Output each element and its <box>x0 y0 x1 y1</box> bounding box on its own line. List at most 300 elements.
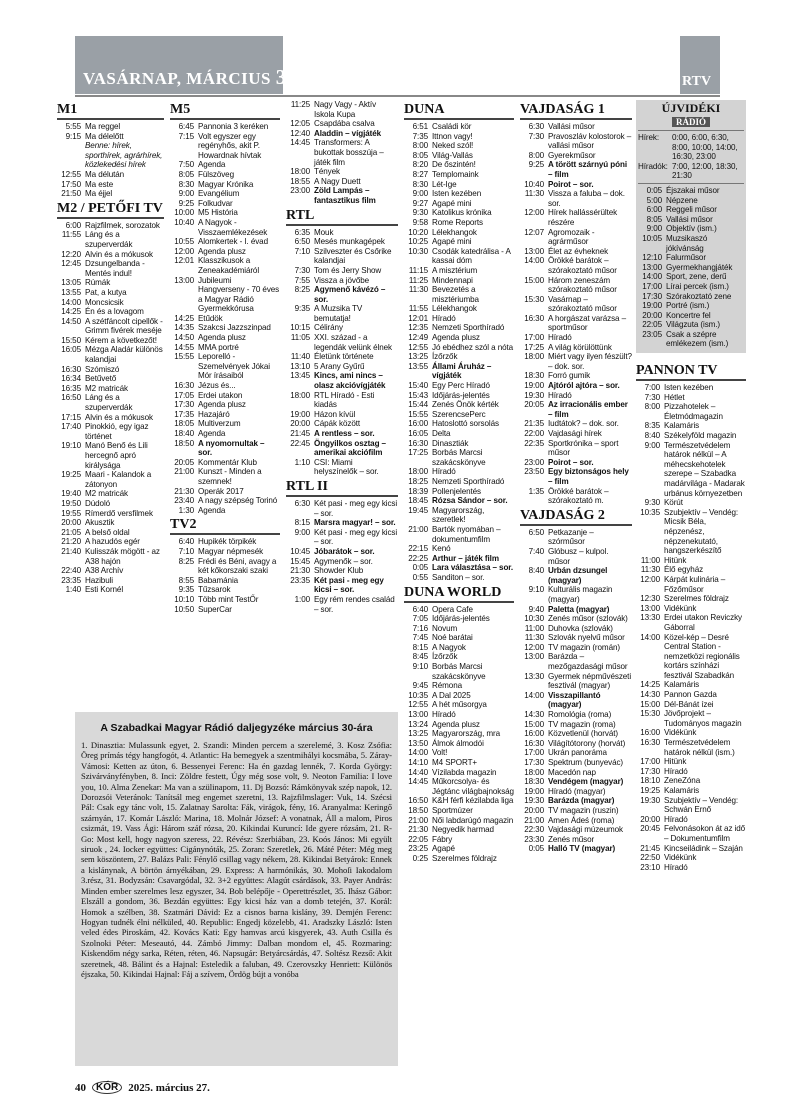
program-title: Agenda plusz <box>432 333 480 343</box>
program-row <box>520 605 632 615</box>
program-title: XXI. század - a legendák velünk élnek <box>314 333 392 352</box>
program-title: Alvin és a mókusok <box>85 412 153 422</box>
program-row <box>404 132 514 142</box>
program-time: 23:00 <box>524 457 544 467</box>
program-row <box>286 429 398 439</box>
program-row <box>636 700 746 710</box>
program-time: 22:40 <box>61 566 81 576</box>
program-row <box>638 282 744 292</box>
program-row <box>636 738 746 757</box>
program-time: 10:10 <box>174 594 194 604</box>
program-row <box>404 343 514 353</box>
program-row <box>520 796 632 806</box>
program-time: 12:00 <box>524 208 544 218</box>
program-time: 9:40 <box>528 604 544 614</box>
program-time: 18:10 <box>640 776 660 786</box>
program-row <box>636 431 746 441</box>
program-title: Két pasi - meg egy kicsi – sor. <box>314 498 398 518</box>
program-row <box>57 189 164 199</box>
program-time: 11:55 <box>408 304 428 314</box>
program-time: 22:05 <box>408 834 428 844</box>
program-row <box>404 362 514 381</box>
program-time: Hírek: <box>638 133 659 142</box>
program-time: 20:00 <box>642 310 662 320</box>
program-title: Vajdasági hírek <box>548 429 602 438</box>
program-title: Csak a szépre emlékezem (ism.) <box>666 329 729 349</box>
program-title: Ma éjjel <box>85 189 113 199</box>
program-time: 14:00 <box>642 272 662 282</box>
program-row <box>57 250 164 260</box>
program-row <box>636 776 746 786</box>
program-title: A világ körülöttünk <box>548 342 612 352</box>
program-row <box>170 506 280 516</box>
program-row <box>404 700 514 710</box>
program-row <box>404 170 514 180</box>
program-title: Természetvédelem határok nélkül (ism.) <box>664 738 735 757</box>
program-time: 16:50 <box>408 796 428 806</box>
program-row <box>170 218 280 237</box>
program-time: 20:00 <box>524 805 544 815</box>
program-time: 8:30 <box>412 179 428 189</box>
program-time: 11:30 <box>524 633 544 643</box>
program-title: Hitünk <box>664 555 687 565</box>
program-time: 15:50 <box>61 335 81 345</box>
program-row <box>520 189 632 208</box>
program-time: 6:30 <box>528 122 544 131</box>
program-row <box>520 458 632 468</box>
program-row <box>520 672 632 691</box>
program-title: Közvetlenül (horvát) <box>548 729 618 739</box>
program-row <box>404 160 514 170</box>
program-title: A Nagy Duett <box>314 176 361 186</box>
program-time: 8:15 <box>294 518 310 528</box>
program-title: Házon kívül <box>314 409 356 419</box>
program-time: 10:55 <box>174 237 194 247</box>
program-row <box>636 508 746 556</box>
program-row <box>404 266 514 276</box>
program-time: 14:25 <box>640 680 660 690</box>
program-time: 22:45 <box>290 438 310 448</box>
program-time: 1:35 <box>528 486 544 496</box>
program-row <box>520 122 632 132</box>
program-title: A Dal 2025 <box>432 690 471 700</box>
program-row <box>636 844 746 854</box>
program-title: Lírai percek (ism.) <box>666 281 729 291</box>
program-title: RTL Híradó - Esti kiadás <box>314 390 375 410</box>
divider <box>638 183 744 184</box>
program-row <box>520 547 632 566</box>
logo-top: ÚJVIDÉKI <box>661 101 721 115</box>
program-row <box>404 652 514 662</box>
program-title: Fábry <box>432 834 453 844</box>
program-row <box>57 413 164 423</box>
program-time: 8:55 <box>178 575 194 585</box>
program-time: 16:30 <box>61 364 81 374</box>
program-row <box>520 381 632 391</box>
program-time: 21:40 <box>61 546 81 556</box>
program-time: 10:50 <box>174 604 194 614</box>
program-time: 15:43 <box>408 390 428 400</box>
program-time: 14:45 <box>290 138 310 148</box>
program-row <box>404 218 514 228</box>
program-time: 9:25 <box>178 198 194 208</box>
program-row <box>286 518 398 528</box>
program-row <box>170 160 280 170</box>
program-row <box>170 237 280 247</box>
program-title: Sportkrónika – sport műsor <box>548 438 619 458</box>
program-time <box>57 141 85 170</box>
program-time: 20:05 <box>524 400 544 410</box>
program-title: Ajtóról ajtóra – sor. <box>548 381 620 391</box>
program-title: CSI: Miami helyszínelők – sor. <box>314 457 379 477</box>
program-time: 14:40 <box>408 767 428 777</box>
program-time: 8:05 <box>646 214 662 224</box>
program-title: Szilveszter és Csőrike kalandjai <box>314 246 392 266</box>
column-4 <box>404 100 514 864</box>
program-time: 11:30 <box>408 285 428 295</box>
program-row <box>520 825 632 835</box>
program-time: 15:40 <box>408 381 428 391</box>
program-title: Muzsikaszó jókívánság <box>666 233 708 253</box>
program-title: Sportmúzer <box>432 805 473 815</box>
program-title: Sport, zene, derű <box>666 272 727 282</box>
program-title: Láng és a szuperverdák <box>85 230 133 249</box>
program-time: 19:00 <box>524 381 544 391</box>
program-time: 8:00 <box>644 402 660 412</box>
program-row <box>286 100 398 119</box>
program-time: 16:34 <box>61 374 81 384</box>
program-title: Agymenő kávézó – sor. <box>314 285 386 304</box>
program-row <box>170 333 280 343</box>
issue-date: 2025. március 27. <box>128 1081 210 1094</box>
program-title: A Nagyok <box>432 642 466 652</box>
program-time: 11:30 <box>640 565 660 575</box>
program-time: 13:05 <box>61 278 81 288</box>
program-time: 13:25 <box>408 729 428 739</box>
radio-playlist-text: 1. Dinasztia: Mulassunk egyet, 2. Szandi: Minden percem a szerelemé, 3. Kosz Zsófia: Öreg prímás tégy hangfogót, 4. Atlantic: Ha bemegyek a szentmihályi kocsmába, 5. Záray-Vámosi: Ketten az úton, 6. Bessenyei Ferenc: Ha én gazdag lennék, 7. Korda György: Szivárványfényben, 8. Inci: Zöldre festett, Úgy még sose volt, 9. Neoton Familia: I love you, 10. Alma Zenekar: Ma van a szülinapom, 11. Dj Bozsó: Rámkönyvak szép napok, 12. Dorozsói Veteránok: Tanítsál meg engemet szeretni, 13. Rajzfilmslager: Vuk, 14. Szécsi Pál: Csak egy tánc volt, 15. Zalatnay Sarolta: Fák, virágok, fény, 16. Aranyalma: Keringő szárnyán, 17. Komár László: Marina, 18. Molnár József: A vonatnak, Áll a malom, Piros csizmát, 19. Vass Ági: Három száf rózsa, 20. Kikindai Kuruncí: Ide gyere rózsám, 21. R-Go: Most kell, hogy nagyon szeress, 22. Révész: Szerbiában, 23. Koós János: Mi egyült siruok , 24. Iocker együttes: Cigánynóták, 25. Zoran: Szeretlek, 26. Máté Péter: Még meg sem köszöntem, 27. Balázs Pali: Fénylő csillag vagy nékem, 28. Kikindai Betyárok: Ennek a kislánynak, A börtön árnyékában, 29. Express: A harmónikás, 30. Mohoſi Iakodalom 3.rész, 31. Bodyzsán: Csavargódal, 32. 3+2 együttes: Alagút csárdások, 33. Payer András: Minden ember szerelmes lesz egyszer, 34. Bob belépője - Operettrészlet, 35. Ihász Gábor: Elszáll a gondom, 36. Bezdán együttes: Egy kicsi ház van a domb tetején, 37. Korál: Homok a szélben, 38. Szatmári Dávid: Ez a cisnos barna kislány, 39. Demjén Ferenc: Hogyan tudnék élni nélküled, 40. Republic: Engedj közelebb, 41. Aradszky László: Isten veled édes Piroskám, 42. Kovács Kati: Egy hamvas arcú kisgyerek, 43. Auth Csilla és Szolnoki Péter: Meseautó, 44. Zámbó Jimmy: Dalban mondom el, 45. Rozmaring: Kiskendőm négy sarka, Réten, réten, 46. Napsugár: Betyárcsárdás, 47. Soltész Rezső: Akit szeretnek, 48. Bálint és a Hajnal: Esteledik a faluban, 49. Czerovszky Henriett: Különös éjszaka, 50. Kikindai Hajnal: Fáj a szívem, Ördög bújt a vonóba <box>81 740 392 979</box>
program-row <box>404 729 514 739</box>
program-title: Betűvető <box>85 374 117 384</box>
program-time: 7:15 <box>178 131 194 141</box>
program-time: 6:40 <box>412 604 428 614</box>
program-title: Frédi és Béni, avagy a két kőkorszaki szaki <box>198 556 277 576</box>
program-title: Vallási műsor <box>548 122 595 131</box>
program-title: Manó Benő és Lili hercegnő apró királysága <box>85 441 148 470</box>
program-time: 12:01 <box>408 313 428 323</box>
program-row <box>57 170 164 180</box>
program-title: Benne: hírek, sporthírek, agrárhírek, közlekedési hírek <box>85 141 163 170</box>
program-row <box>170 247 280 257</box>
program-time: 17:30 <box>524 758 544 767</box>
program-title: Duhovka (szlovák) <box>548 623 613 633</box>
program-row <box>638 301 744 311</box>
program-title: Reggeli műsor <box>666 205 717 215</box>
program-title: Egy Perc Híradó <box>432 381 490 391</box>
program-time: 7:10 <box>178 546 194 556</box>
program-title: Moncsicsik <box>85 297 124 307</box>
program-title: Vendégem (magyar) <box>548 777 624 787</box>
program-title: Műkorcsolya- és Jégtánc világbajnokság <box>432 777 514 796</box>
program-row <box>636 498 746 508</box>
program-row <box>170 547 280 557</box>
program-time: 13:45 <box>290 371 310 381</box>
program-time: 16:00 <box>524 729 544 739</box>
program-time: 6:30 <box>294 498 310 508</box>
program-row <box>636 757 746 767</box>
program-row <box>286 439 398 458</box>
program-row <box>170 122 280 132</box>
program-row <box>57 132 164 142</box>
program-row <box>170 323 280 333</box>
program-time: 17:50 <box>61 179 81 189</box>
program-title: M2 matricák <box>85 383 128 393</box>
program-title: Agapé mini <box>432 198 472 208</box>
program-title: Aladdin – vígjáték <box>314 128 382 138</box>
program-time: 19:00 <box>524 786 544 796</box>
program-time: 18:40 <box>174 429 194 438</box>
program-time: 15:00 <box>640 699 660 709</box>
program-time: 23:00 <box>290 186 310 196</box>
program-time: 14:30 <box>524 710 544 720</box>
column-3 <box>286 100 398 614</box>
column-6 <box>636 100 746 872</box>
program-row <box>170 170 280 180</box>
program-time: 14:25 <box>174 313 194 323</box>
program-row <box>286 528 398 547</box>
program-row <box>636 767 746 777</box>
program-time: 11:00 <box>524 623 544 633</box>
program-row <box>638 320 744 330</box>
program-row <box>404 439 514 449</box>
program-row <box>286 138 398 167</box>
program-title: Szubjektív – Vendég: Micsik Béla, népzenész, népzenekutató, hangszerkészítő <box>664 507 739 556</box>
program-title: Templomaink <box>432 169 479 179</box>
program-row <box>520 787 632 797</box>
program-row <box>636 824 746 843</box>
program-title: Cápák között <box>314 419 361 429</box>
program-title: Két pasi - meg egy kicsi – sor. <box>314 527 398 547</box>
program-time: 23:40 <box>174 496 194 506</box>
program-title: Dúdoló <box>85 498 111 508</box>
program-title: Rémona <box>432 681 462 691</box>
program-title: TV magazin (román) <box>548 642 620 652</box>
program-time: 21:20 <box>61 537 81 547</box>
program-row <box>170 132 280 161</box>
page-title: VASÁRNAP, MÁRCIUS 30. <box>83 65 304 89</box>
program-title: Sanditon – sor. <box>432 572 485 582</box>
program-title: Időjárás-jelentés <box>432 390 490 400</box>
program-title: Rózsa Sándor – sor. <box>432 496 508 506</box>
program-row <box>170 576 280 586</box>
program-title: A nyomornultak – sor. <box>198 438 265 458</box>
program-title: Hupikék törpikék <box>198 537 257 547</box>
program-time: 16:05 <box>408 429 428 438</box>
program-title: Egy biztonságos hely – film <box>548 467 629 486</box>
program-title: M5 História <box>198 208 238 218</box>
program-row <box>404 796 514 806</box>
program-title: SuperCar <box>198 604 232 614</box>
program-row <box>404 467 514 477</box>
program-time: 15:00 <box>524 275 544 285</box>
program-title: Bartók nyomában – dokumentumfilm <box>432 524 501 544</box>
program-time: 14:45 <box>408 777 428 787</box>
program-row <box>520 467 632 486</box>
program-title: Portré (ism.) <box>666 301 710 311</box>
program-row <box>170 208 280 218</box>
program-row <box>520 439 632 458</box>
program-row <box>57 528 164 538</box>
program-time: 13:24 <box>408 719 428 729</box>
header-banner <box>75 36 304 94</box>
program-time: 10:20 <box>408 227 428 237</box>
program-title: Lélekhangok <box>432 304 477 314</box>
program-time: 7:45 <box>412 633 428 643</box>
program-time: 12:49 <box>408 333 428 343</box>
program-row <box>520 624 632 634</box>
program-title: Jubileumi Hangverseny - 70 éves a Magyar Rádió Gyermekkórusa <box>198 275 280 314</box>
program-time: 5:00 <box>646 195 662 205</box>
column-5 <box>520 100 632 854</box>
program-row <box>286 304 398 323</box>
program-title: Vidékünk <box>664 603 697 613</box>
program-title: Isten kezében <box>432 189 482 199</box>
program-time: 19:25 <box>640 786 660 795</box>
program-title: MMA portré <box>198 342 239 352</box>
program-time: 12:40 <box>290 128 310 138</box>
program-title: Kincseiládink – Szaján <box>664 843 743 853</box>
program-title: Híradó <box>432 313 456 323</box>
program-title: Közel-kép – Desré Central Station - nemzetközi regionális kortárs színházi fesztivál Szabadkán <box>664 632 740 680</box>
program-title: Lara választása – sor. <box>432 563 514 573</box>
program-row <box>286 595 398 614</box>
program-time: 21:30 <box>408 825 428 835</box>
program-title: Katolikus krónika <box>432 208 492 218</box>
program-title: Opera Cafe <box>432 604 473 614</box>
program-time: 6:00 <box>65 220 81 230</box>
program-time: 10:30 <box>408 246 428 256</box>
program-row <box>636 633 746 681</box>
program-title: Kulturális magazin (magyar) <box>548 585 613 604</box>
program-title: Negyedik harmad <box>432 825 494 835</box>
program-time: 12:00 <box>524 642 544 652</box>
program-title: Szubjektív – Vendég: Schwán Ernő <box>664 795 739 815</box>
program-title: Szerelmes földrajz <box>664 594 729 604</box>
program-time: 16:00 <box>408 419 428 429</box>
program-title: Pinokkió, egy igaz történet <box>85 422 149 441</box>
program-row <box>404 720 514 730</box>
program-time: 13:00 <box>642 262 662 272</box>
program-title: Vidékünk <box>664 728 697 738</box>
program-title: Iudtátok? – dok. sor. <box>548 419 619 429</box>
program-row <box>520 806 632 816</box>
program-title: Vallási műsor <box>666 214 713 224</box>
program-row <box>520 816 632 826</box>
program-title: Noé barátai <box>432 633 473 643</box>
program-time: 9:00 <box>294 527 310 537</box>
program-time: 17:00 <box>524 333 544 343</box>
program-title: Barázda (magyar) <box>548 796 615 806</box>
program-title: A hét műsorgya <box>432 700 487 710</box>
program-title: Akusztik <box>85 518 115 528</box>
program-title: ZeneZóna <box>664 776 701 786</box>
program-title: Agenda plusz <box>198 400 246 410</box>
program-time: 9:30 <box>412 208 428 218</box>
program-time: 16:05 <box>61 345 81 355</box>
program-time: 13:25 <box>408 352 428 362</box>
program-title: Mesés munkagépek <box>314 237 385 247</box>
program-title: Fülszöveg <box>198 169 234 179</box>
program-title: Pizzahotelek – Életmódmagazin <box>664 402 723 421</box>
program-time: 17:00 <box>640 757 660 767</box>
program-time: 20:00 <box>61 518 81 528</box>
program-time: 8:20 <box>412 160 428 170</box>
program-row <box>170 180 280 190</box>
program-time: 6:50 <box>294 237 310 247</box>
program-time: 15:44 <box>408 400 428 410</box>
program-row <box>636 796 746 815</box>
program-row <box>286 333 398 352</box>
program-title: Élet az évheknek <box>548 246 609 256</box>
program-title: Hitünk <box>664 757 687 767</box>
program-row <box>520 758 632 768</box>
program-row <box>57 278 164 288</box>
program-title: Híradó <box>664 766 688 776</box>
program-row <box>57 141 164 170</box>
program-time: 20:00 <box>640 814 660 824</box>
program-title: Mouk <box>314 227 334 237</box>
program-title: Kincs, ami nincs – olasz akcióvígjáték <box>314 371 386 391</box>
program-title: Agromozaik - agrárműsor <box>548 227 595 247</box>
program-row <box>520 160 632 179</box>
program-time: 0:05 <box>412 563 428 573</box>
program-row <box>286 323 398 333</box>
program-row <box>404 189 514 199</box>
program-time: 18:00 <box>408 467 428 477</box>
program-title: A hazudós egér <box>85 537 140 547</box>
program-row <box>520 691 632 710</box>
program-row <box>638 330 744 349</box>
program-row <box>404 605 514 615</box>
program-row <box>404 614 514 624</box>
program-title: Vidékünk <box>664 853 697 863</box>
program-time: 22:50 <box>640 853 660 863</box>
program-title: Kulisszák mögött - az A38 hajón <box>85 546 160 566</box>
program-title: Evangélium <box>198 189 240 199</box>
channel-name: TV2 <box>170 516 280 535</box>
program-row <box>520 739 632 749</box>
program-row <box>520 295 632 314</box>
program-time: 11:55 <box>61 230 81 240</box>
program-title: A38 Archív <box>85 566 124 576</box>
program-row <box>404 304 514 314</box>
program-time: 20:45 <box>640 824 660 834</box>
program-row <box>404 448 514 467</box>
program-title: Híradó (magyar) <box>548 786 606 796</box>
program-title: Agapé mini <box>432 237 472 247</box>
program-row <box>404 681 514 691</box>
program-title: A misztérium <box>432 265 478 275</box>
program-title: Alvin és a mókusok <box>85 249 153 259</box>
program-time: 19:50 <box>61 498 81 508</box>
program-row <box>404 806 514 816</box>
program-row <box>286 237 398 247</box>
program-row <box>57 537 164 547</box>
program-time: 21:00 <box>408 815 428 825</box>
program-row <box>404 429 514 439</box>
program-title: Szórakoztató zene <box>666 291 732 301</box>
program-title: Lélekhangok <box>432 227 477 237</box>
program-time: 7:05 <box>412 614 428 624</box>
